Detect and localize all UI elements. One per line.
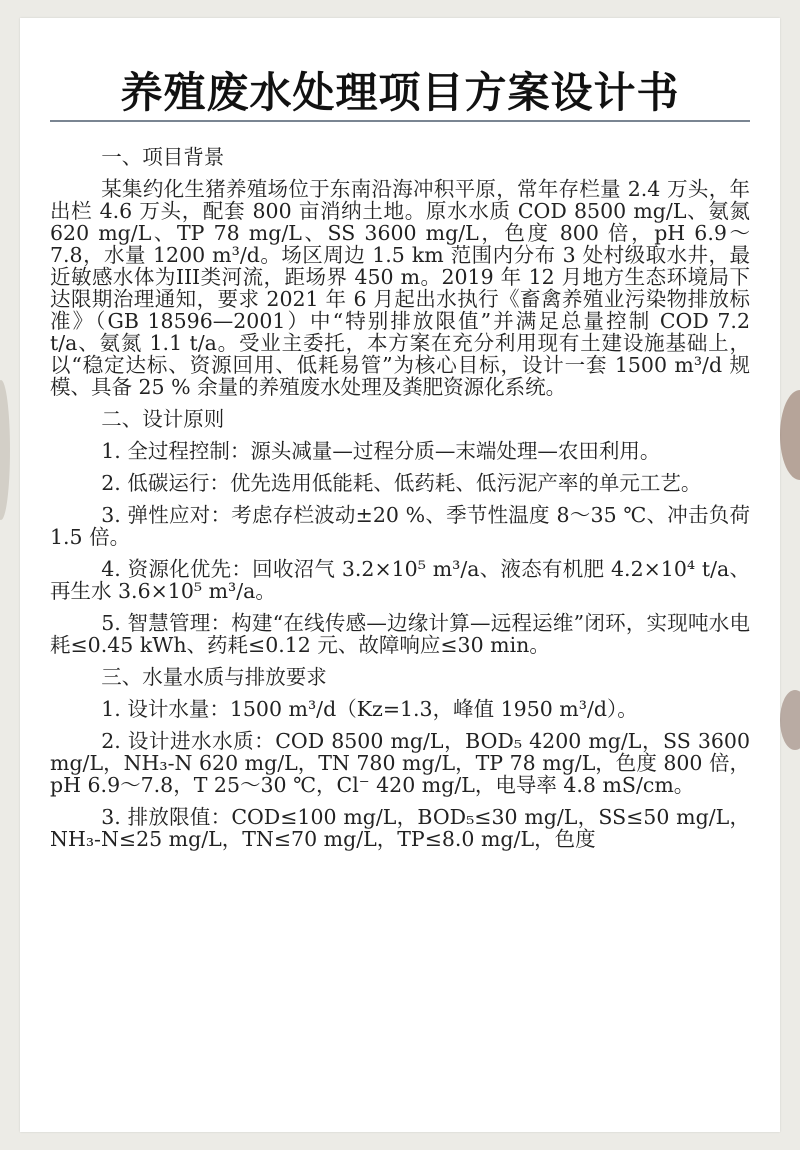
document-page xyxy=(20,18,780,1132)
section-heading: 二、设计原则 xyxy=(101,407,225,431)
background-stain xyxy=(780,690,800,750)
document-title: 养殖废水处理项目方案设计书 xyxy=(120,68,680,117)
title-divider xyxy=(50,120,750,122)
list-item: 3. 排放限值：COD≤100 mg/L，BOD₅≤30 mg/L，SS≤50 mg/L，NH₃-N≤25 mg/L，TN≤70 mg/L，TP≤8.0 mg/L，色度 xyxy=(50,805,750,851)
section-design-principles xyxy=(50,408,750,656)
list-item: 5. 智慧管理：构建“在线传感—边缘计算—远程运维”闭环，实现吨水电耗≤0.45 kWh、药耗≤0.12 元、故障响应≤30 min。 xyxy=(50,611,750,657)
background-stain xyxy=(0,380,10,520)
paragraph: 某集约化生猪养殖场位于东南沿海冲积平原，常年存栏量 2.4 万头，年出栏 4.6 万头，配套 800 亩消纳土地。原水水质 COD 8500 mg/L、氨氮 620 mg/L、TP 78 mg/L、SS 3600 mg/L，色度 800 倍，pH 6.9～7.8，水量 1200 m³/d。场区周边 1.5 km 范围内分布 3 处村级取水井，最近敏感水体为III类河流，距场界 450 m。2019 年 12 月地方生态环境局下达限期治理通知，要求 2021 年 6 月起出水执行《畜禽养殖业污染物排放标准》（GB 18596—2001）中“特别排放限值”并满足总量控制 COD 7.2 t/a、氨氮 1.1 t/a。受业主委托，本方案在充分利用现有土建设施基础上，以“稳定达标、资源回用、低耗易管”为核心目标，设计一套 1500 m³/d 规模、具备 25 % 余量的养殖废水处理及粪肥资源化系统。 xyxy=(50,177,750,399)
document-body xyxy=(50,146,750,860)
list-item: 1. 全过程控制：源头减量—过程分质—末端处理—农田利用。 xyxy=(101,439,661,463)
section-heading: 一、项目背景 xyxy=(101,145,225,169)
section-water-requirements xyxy=(50,666,750,850)
list-item: 1. 设计水量：1500 m³/d（Kz=1.3，峰值 1950 m³/d）。 xyxy=(101,697,638,721)
list-item: 2. 低碳运行：优先选用低能耗、低药耗、低污泥产率的单元工艺。 xyxy=(101,471,702,495)
section-project-background xyxy=(50,146,750,398)
list-item: 2. 设计进水水质：COD 8500 mg/L，BOD₅ 4200 mg/L，SS 3600 mg/L，NH₃-N 620 mg/L，TN 780 mg/L，TP 78 mg/L，色度 800 倍，pH 6.9～7.8，T 25～30 ℃，Cl⁻ 420 mg/L，电导率 4.8 mS/cm。 xyxy=(50,729,750,797)
background-stain xyxy=(780,390,800,480)
list-item: 4. 资源化优先：回收沼气 3.2×10⁵ m³/a、液态有机肥 4.2×10⁴ t/a、再生水 3.6×10⁵ m³/a。 xyxy=(50,557,750,603)
section-heading: 三、水量水质与排放要求 xyxy=(101,665,327,689)
list-item: 3. 弹性应对：考虑存栏波动±20 %、季节性温度 8～35 ℃、冲击负荷 1.5 倍。 xyxy=(50,503,750,549)
